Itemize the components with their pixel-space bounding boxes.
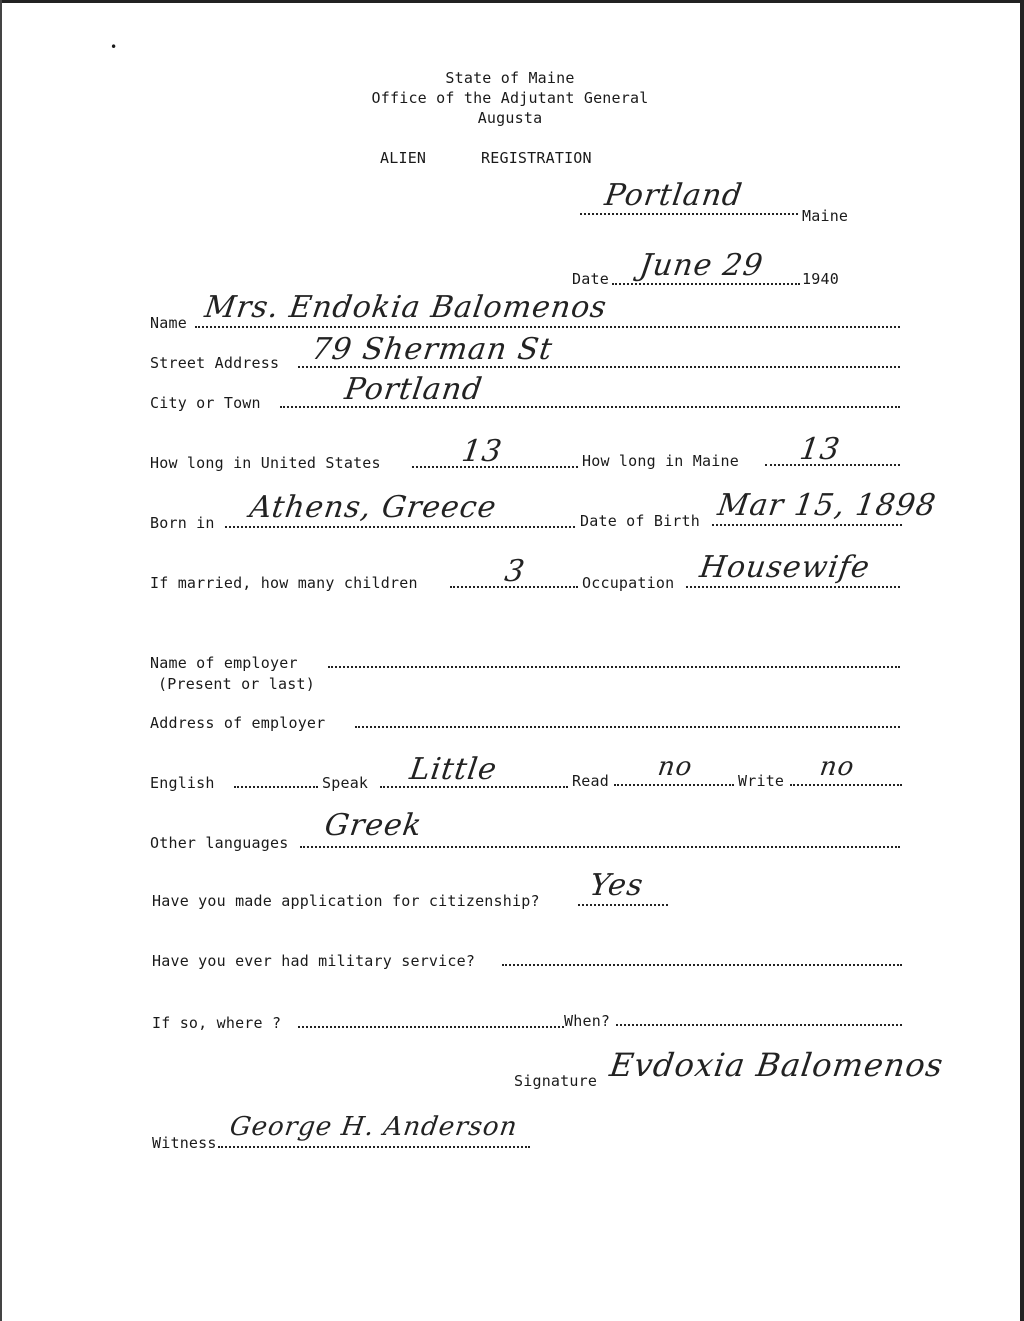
dob-line xyxy=(712,524,902,526)
date-label: Date xyxy=(572,270,609,288)
occupation-value: Housewife xyxy=(697,550,873,585)
speak-value: Little xyxy=(407,752,500,787)
children-label: If married, how many children xyxy=(150,574,418,592)
citizenship-label: Have you made application for citizenship? xyxy=(152,892,540,910)
header-state: State of Maine xyxy=(445,69,575,87)
english-label: English xyxy=(150,774,215,792)
header-city: Augusta xyxy=(477,109,543,127)
where-label: If so, where ? xyxy=(152,1014,282,1032)
english-line xyxy=(234,786,318,788)
town-value: Portland xyxy=(602,178,745,213)
header-office: Office of the Adjutant General xyxy=(371,89,649,107)
city-label: City or Town xyxy=(150,394,261,412)
title-registration: REGISTRATION xyxy=(481,149,592,167)
occupation-line xyxy=(686,586,900,588)
children-value: 3 xyxy=(502,554,528,589)
when-label: When? xyxy=(564,1012,611,1030)
read-value: no xyxy=(655,752,695,782)
name-value: Mrs. Endokia Balomenos xyxy=(202,290,610,325)
occupation-label: Occupation xyxy=(582,574,675,592)
how-long-us-label: How long in United States xyxy=(150,454,381,472)
city-value: Portland xyxy=(342,372,485,407)
citizenship-value: Yes xyxy=(587,868,646,903)
witness-line xyxy=(218,1146,530,1148)
year-label: 1940 xyxy=(802,270,839,288)
employer-address-label: Address of employer xyxy=(150,714,326,732)
scan-border-right xyxy=(1020,0,1024,1321)
other-languages-line xyxy=(300,846,900,848)
town-line xyxy=(580,213,798,215)
employer-line xyxy=(328,666,900,668)
military-line xyxy=(502,964,902,966)
employer-note: (Present or last) xyxy=(158,675,315,693)
read-line xyxy=(614,784,734,786)
dob-value: Mar 15, 1898 xyxy=(715,488,939,523)
maine-label: Maine xyxy=(802,207,849,225)
dob-label: Date of Birth xyxy=(580,512,700,530)
born-in-value: Athens, Greece xyxy=(247,490,499,525)
military-label: Have you ever had military service? xyxy=(152,952,476,970)
corner-mark: • xyxy=(110,40,118,54)
date-line xyxy=(612,283,800,285)
employer-address-line xyxy=(355,726,900,728)
write-label: Write xyxy=(738,772,785,790)
street-value: 79 Sherman St xyxy=(309,332,555,367)
name-line xyxy=(195,326,900,328)
name-label: Name xyxy=(150,314,187,332)
citizenship-line xyxy=(578,904,668,906)
born-in-line xyxy=(225,526,575,528)
write-value: no xyxy=(817,752,857,782)
how-long-us-value: 13 xyxy=(459,434,505,469)
employer-label: Name of employer xyxy=(150,654,298,672)
other-languages-value: Greek xyxy=(322,808,425,843)
write-line xyxy=(790,784,902,786)
other-languages-label: Other languages xyxy=(150,834,289,852)
scan-border-top xyxy=(0,0,1024,3)
where-line xyxy=(298,1026,564,1028)
scan-border-left xyxy=(0,0,2,1321)
witness-value: George H. Anderson xyxy=(227,1112,520,1142)
how-long-maine-value: 13 xyxy=(797,432,843,467)
signature-label: Signature xyxy=(514,1072,598,1090)
when-line xyxy=(616,1024,902,1026)
title-alien: ALIEN xyxy=(380,149,427,167)
witness-label: Witness xyxy=(152,1134,217,1152)
how-long-maine-label: How long in Maine xyxy=(582,452,739,470)
date-value: June 29 xyxy=(637,248,766,283)
read-label: Read xyxy=(572,772,609,790)
signature-value: Evdoxia Balomenos xyxy=(607,1046,947,1084)
speak-label: Speak xyxy=(322,774,369,792)
born-in-label: Born in xyxy=(150,514,215,532)
street-label: Street Address xyxy=(150,354,280,372)
